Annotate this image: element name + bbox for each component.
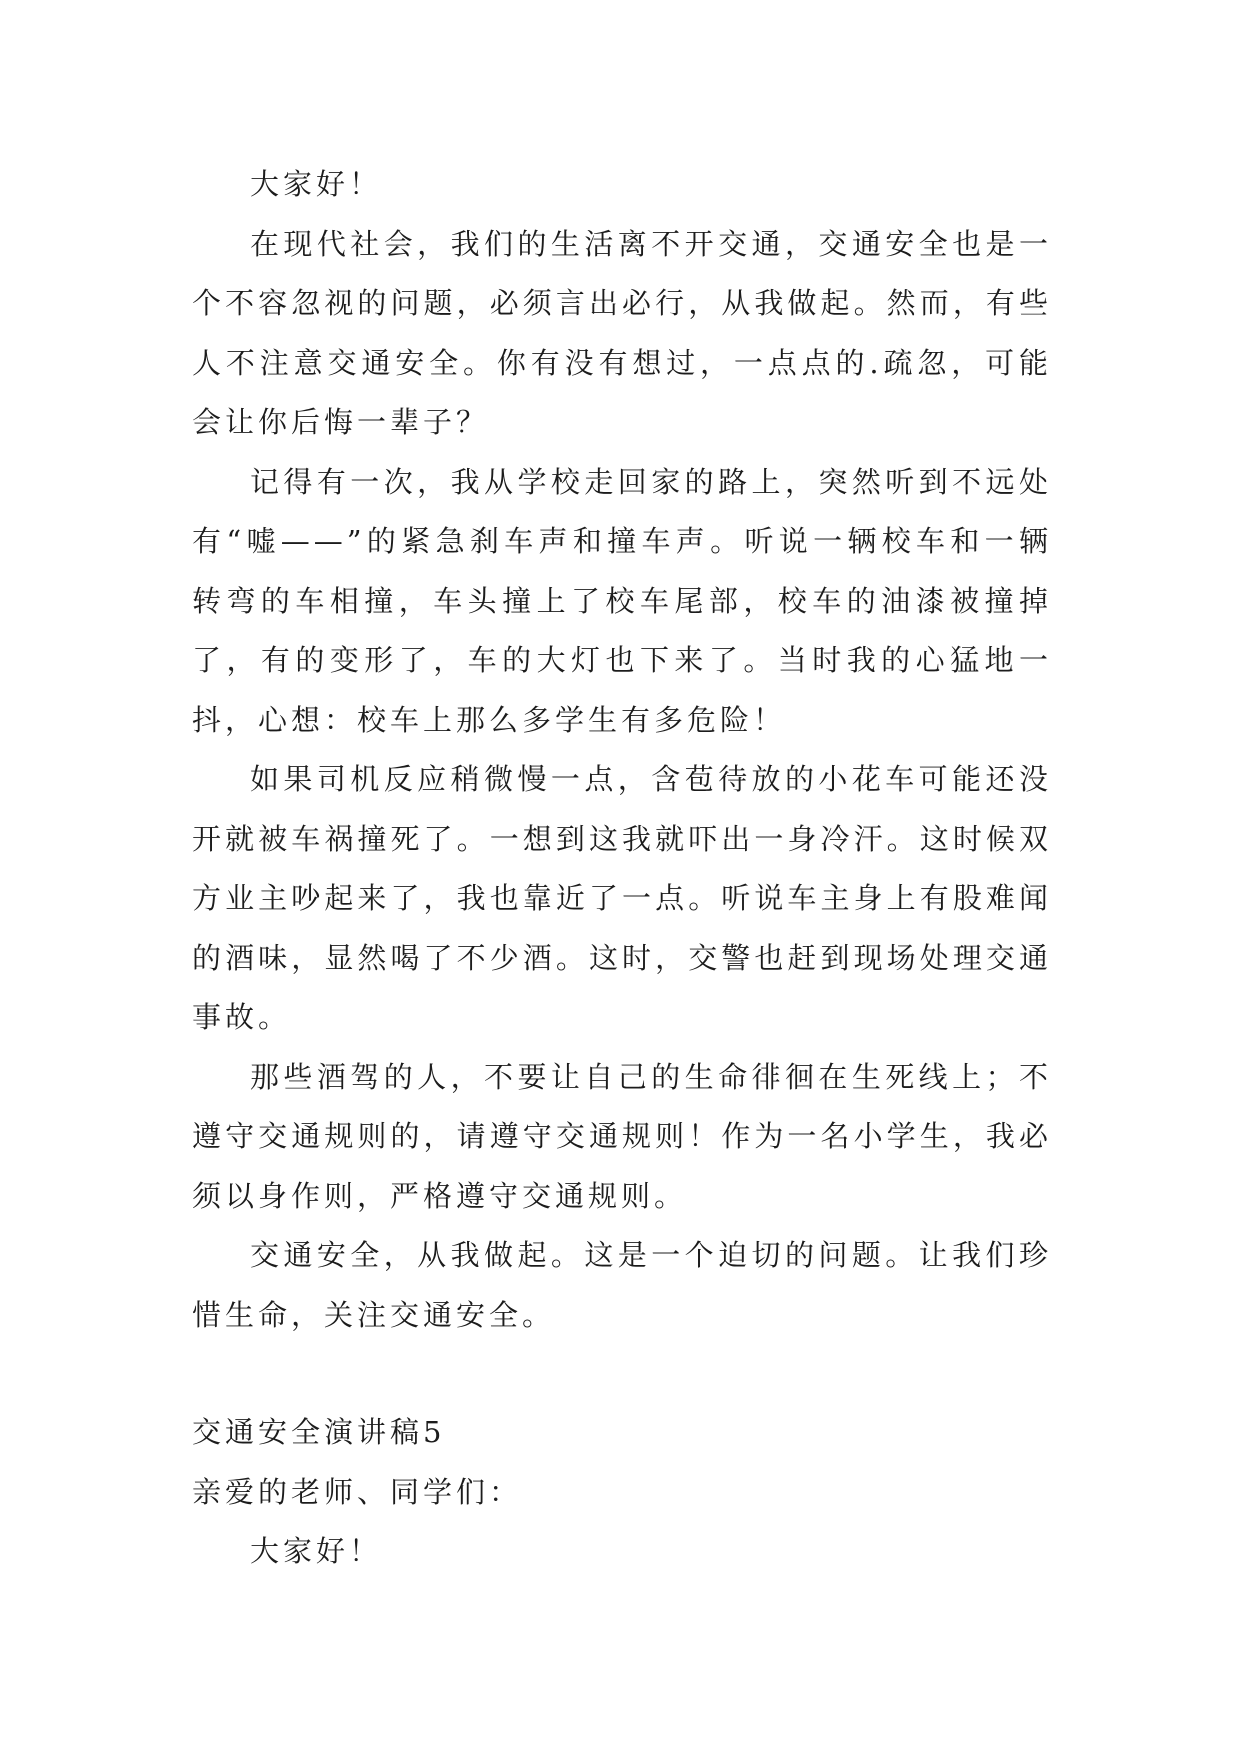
section-title: 交通安全演讲稿5 [192, 1415, 446, 1449]
paragraph: 如果司机反应稍微慢一点，含苞待放的小花车可能还没开就被车祸撞死了。一想到这我就吓出一身冷汗。这时候双方业主吵起来了，我也靠近了一点。听说车主身上有股难闻的酒味，显然喝了不少酒。这时，交警也赶到现场处理交通事故。 [192, 762, 1052, 1034]
salutation: 亲爱的老师、同学们： [192, 1474, 523, 1509]
paragraph: 记得有一次，我从学校走回家的路上，突然听到不远处有“嘘——”的紧急刹车声和撞车声。听说一辆校车和一辆转弯的车相撞，车头撞上了校车尾部，校车的油漆被撞掉了，有的变形了，车的大灯也下来了。当时我的心猛地一抖，心想：校车上那么多学生有多危险！ [192, 464, 1052, 737]
document-body [192, 155, 1052, 1582]
section-spacer [192, 1345, 1052, 1403]
paragraph: 那些酒驾的人，不要让自己的生命徘徊在生死线上；不遵守交通规则的，请遵守交通规则！作为一名小学生，我必须以身作则，严格遵守交通规则。 [192, 1059, 1052, 1213]
greeting: 大家好！ [250, 167, 383, 201]
paragraph: 交通安全，从我做起。这是一个迫切的问题。让我们珍惜生命，关注交通安全。 [192, 1238, 1052, 1332]
paragraph: 在现代社会，我们的生活离不开交通，交通安全也是一个不容忽视的问题，必须言出必行，从我做起。然而，有些人不注意交通安全。你有没有想过，一点点的.疏忽，可能会让你后悔一辈子？ [192, 226, 1052, 439]
greeting: 大家好！ [250, 1534, 383, 1568]
